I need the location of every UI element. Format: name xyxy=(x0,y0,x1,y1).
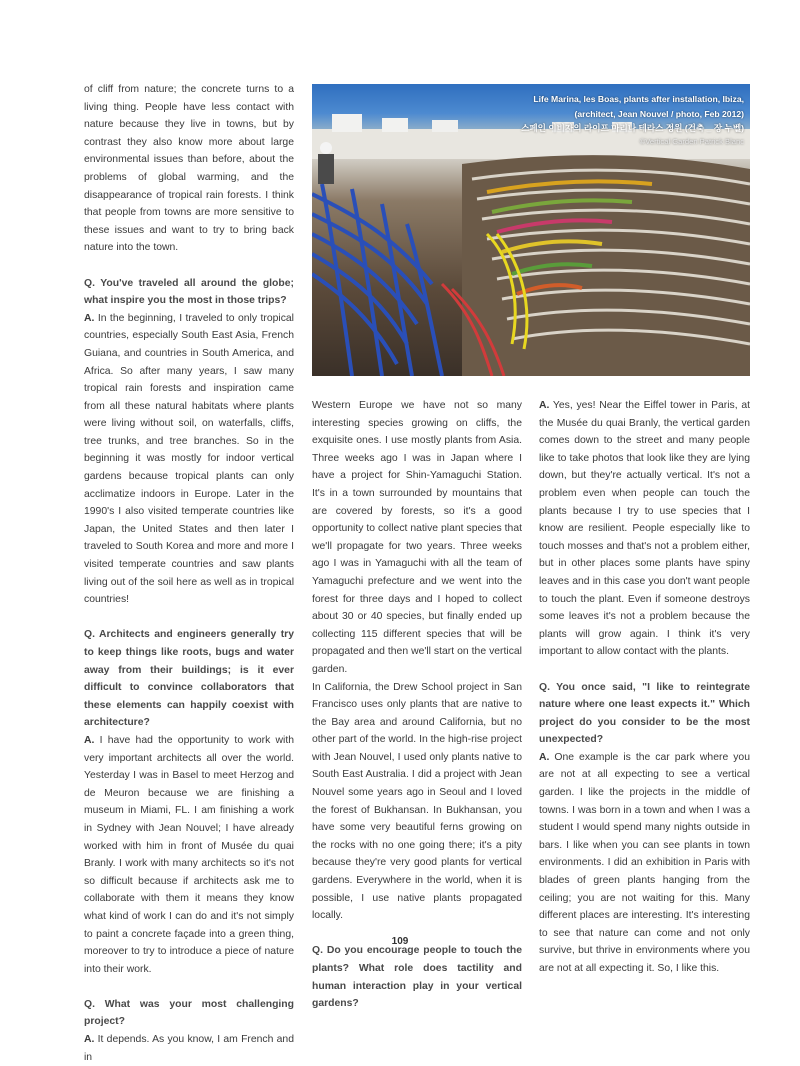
answer-marker: A. xyxy=(84,312,95,324)
answer-paragraph xyxy=(539,397,750,661)
article-column-3 xyxy=(539,397,750,978)
paragraph: of cliff from nature; the concrete turns to a living thing. People have less contact with nature because they live in towns, but by contrast they also know more about large environmental issues than before, about the problems of global warming, and the disappearance of tropical rain forests. I think that people from towns are more sensitive to these issues and want to try to bring back nature into the town. xyxy=(84,84,294,254)
answer-marker: A. xyxy=(84,1034,95,1046)
answer-text: In the beginning, I traveled to only tropical countries, especially South East Asia, French Guiana, and countries in South America, and Africa. So after many years, I saw many tropical rain forests and inspiration came from all these natural habitats where plants were living without soil, on waterfalls, cliffs, tree trunks, and tree branches. So in the beginning it was mostly for indoor vertical gardens because tropical plants can only acclimatize indoors in Europe. Later in the 1990's I also visited temperate countries like Japan, the United States and then later I traveled to South Korea and more and more I visited temperate countries and saw plants living out of the soil here as well as in tropical countries! xyxy=(84,312,294,606)
answer-text: Yes, yes! Near the Eiffel tower in Paris, at the Musée du quai Branly, the vertical garden comes down to the street and many people like to take photos that look like they are lying down, but they're actually vertical. It's not a problem even when people can touch the plants because I try to use species that I know are resilient. People especially like to touch mosses and that's not a problem either, but in other places some plants have spiny leaves and in this case you don't want people to touch the plant. Even if someone destroys some leaves it's not a problem because the plants will grow again. I think it's very important to allow contact with the plants. xyxy=(539,400,750,658)
photo-life-marina xyxy=(312,84,750,376)
question-heading: Q. You've traveled all around the globe; what inspire you the most in those trips? xyxy=(84,277,294,307)
answer-paragraph xyxy=(84,1031,294,1066)
article-column-1 xyxy=(84,81,294,1066)
photo-credit: ©Vertical Garden Patrick Blanc xyxy=(639,137,744,146)
answer-marker: A. xyxy=(539,400,550,411)
question-heading: Q. What was your most challenging project? xyxy=(84,998,294,1028)
question-heading: Q. Do you encourage people to touch the plants? What role does tactility and human interaction play in your vertical gardens? xyxy=(312,945,522,1010)
answer-text: One example is the car park where you are not at all expecting to see a vertical garden. I like the projects in the middle of towns. I was born in a town and when I was a student I would spend many nights outside in bars. I like when you can see plants in town environments. I did an exhibition in Paris with blades of green plants hanging from the ceiling; you are not waiting for this. Many different places are interesting. It's interesting to see that nature can come and not only survive, but thrive in environments where you are not at all expecting it. So, I like this. xyxy=(539,751,750,974)
paragraph: In California, the Drew School project in San Francisco uses only plants that are native to the Bay area and around California, but no other part of the world. In the high-rise project with Jean Nouvel, I used only plants native to South East Australia. I did a project with Jean Nouvel some years ago in Seoul and I loved the forest of Bukhansan. In Bukhansan, you have some very beautiful ferns growing on the rocks with no one going there; it's a pity because they're very good plants for vertical gardens. Everywhere in the world, when it is possible, I use native plants propagated locally. xyxy=(312,681,522,922)
page-number: 109 xyxy=(391,936,409,947)
article-column-2 xyxy=(312,397,522,1013)
photo-caption-line: (architect, Jean Nouvel / photo, Feb 2012) xyxy=(574,109,744,119)
question-heading: Q. Architects and engineers generally try to keep things like roots, bugs and water away from their buildings; is it ever difficult to convince collaborators that these elements can happily coexist with architecture? xyxy=(84,629,294,729)
photo-caption-line: Life Marina, les Boas, plants after installation, Ibiza, xyxy=(533,94,744,104)
answer-text: I have had the opportunity to work with very important architects all over the world. Yesterday I was in Basel to meet Herzog and de Meuron because we are finishing a museum in Miami, FL. I am finishing a work in Sydney with Jean Nouvel; I have already worked with him in front of Musée du quai Branly. I work with many architects so it's not so difficult because if architects ask me to collaborate with them it means they know what kind of work I can do and it's not simply to paint a concrete façade into a green thing, moreover to try to introduce a piece of nature into their work. xyxy=(84,734,294,975)
answer-paragraph xyxy=(84,310,294,609)
answer-marker: A. xyxy=(539,751,550,763)
answer-marker: A. xyxy=(84,734,95,746)
answer-text: It depends. As you know, I am French and in xyxy=(84,1034,294,1063)
photo-caption-korean: 스페인 이비자의 라이프 마리나 테라스 정원 (건축 _ 장 누벨) xyxy=(521,123,744,133)
question-heading: Q. You once said, "I like to reintegrate nature where one least expects it." Which project do you consider to be the most unexpected? xyxy=(539,681,750,746)
paragraph: Western Europe we have not so many interesting species growing on cliffs, the exquisite ones. I use mostly plants from Asia. Three weeks ago I was in Japan where I have a project for Shin-Yamaguchi Station. It's in a town surrounded by mountains that are covered by forests, so it's a good opportunity to collect native plant species that we'll propagate for two years. Three weeks ago I was in Yamaguchi with all the team of Yamaguchi prefecture and we went into the forest for three days and I hoped to collect about 30 or 40 species, but finally ended up collecting 115 different species that will be propagated and then we'll start on the vertical garden. xyxy=(312,400,522,675)
